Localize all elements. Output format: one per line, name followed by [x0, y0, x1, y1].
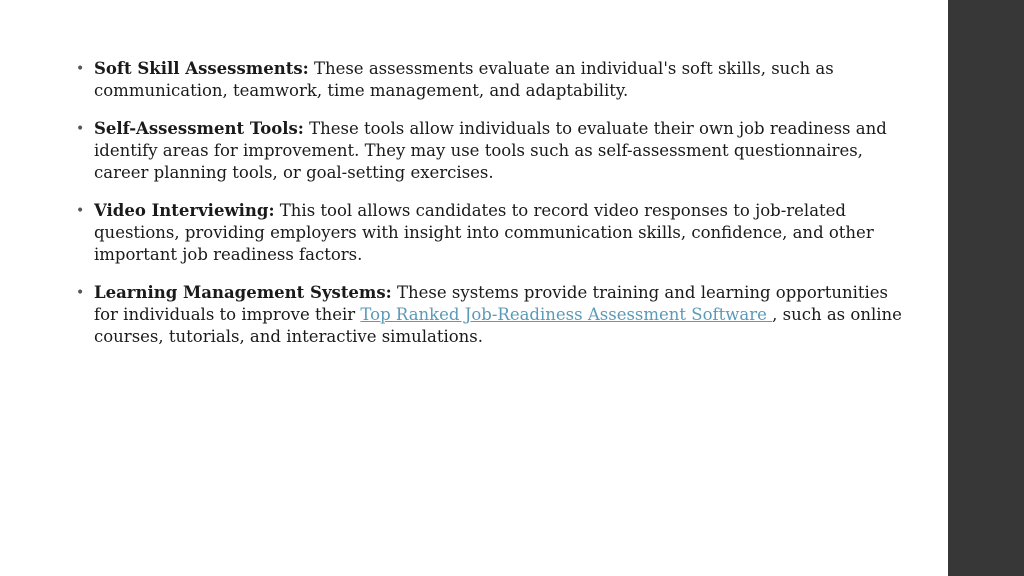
bullet-soft-skill-assessments — [74, 58, 914, 102]
bullet-text: These tools allow individuals to evaluate their own job readiness and identify areas for improvement. They may use tools such as self-assessment questionnaires, career planning tools, or goal-setting exercises. — [94, 119, 887, 182]
bullet-term: Video Interviewing: — [94, 201, 275, 220]
bullet-dot-icon: • — [76, 203, 85, 219]
bullet-text-before: These systems provide training and learning opportunities for individuals to improve their — [94, 283, 888, 324]
bullet-term: Self-Assessment Tools: — [94, 119, 304, 138]
bullet-text-after: , such as online courses, tutorials, and interactive simulations. — [94, 305, 902, 346]
bullet-self-assessment-tools — [74, 118, 914, 184]
software-link[interactable]: Top Ranked Job-Readiness Assessment Software — [360, 305, 773, 324]
bullet-term: Soft Skill Assessments: — [94, 59, 309, 78]
bullet-video-interviewing — [74, 200, 914, 266]
bullet-dot-icon: • — [76, 61, 85, 77]
bullet-text: This tool allows candidates to record video responses to job-related questions, providing employers with insight into communication skills, confidence, and other important job readiness factors. — [94, 201, 874, 264]
bullet-dot-icon: • — [76, 121, 85, 137]
bullet-learning-management-systems — [74, 282, 914, 348]
right-sidebar-bar — [948, 0, 1024, 576]
bullet-text: These assessments evaluate an individual's soft skills, such as communication, teamwork, time management, and adaptability. — [94, 59, 834, 100]
bullet-dot-icon: • — [76, 285, 85, 301]
bullet-list — [74, 58, 914, 364]
bullet-term: Learning Management Systems: — [94, 283, 392, 302]
